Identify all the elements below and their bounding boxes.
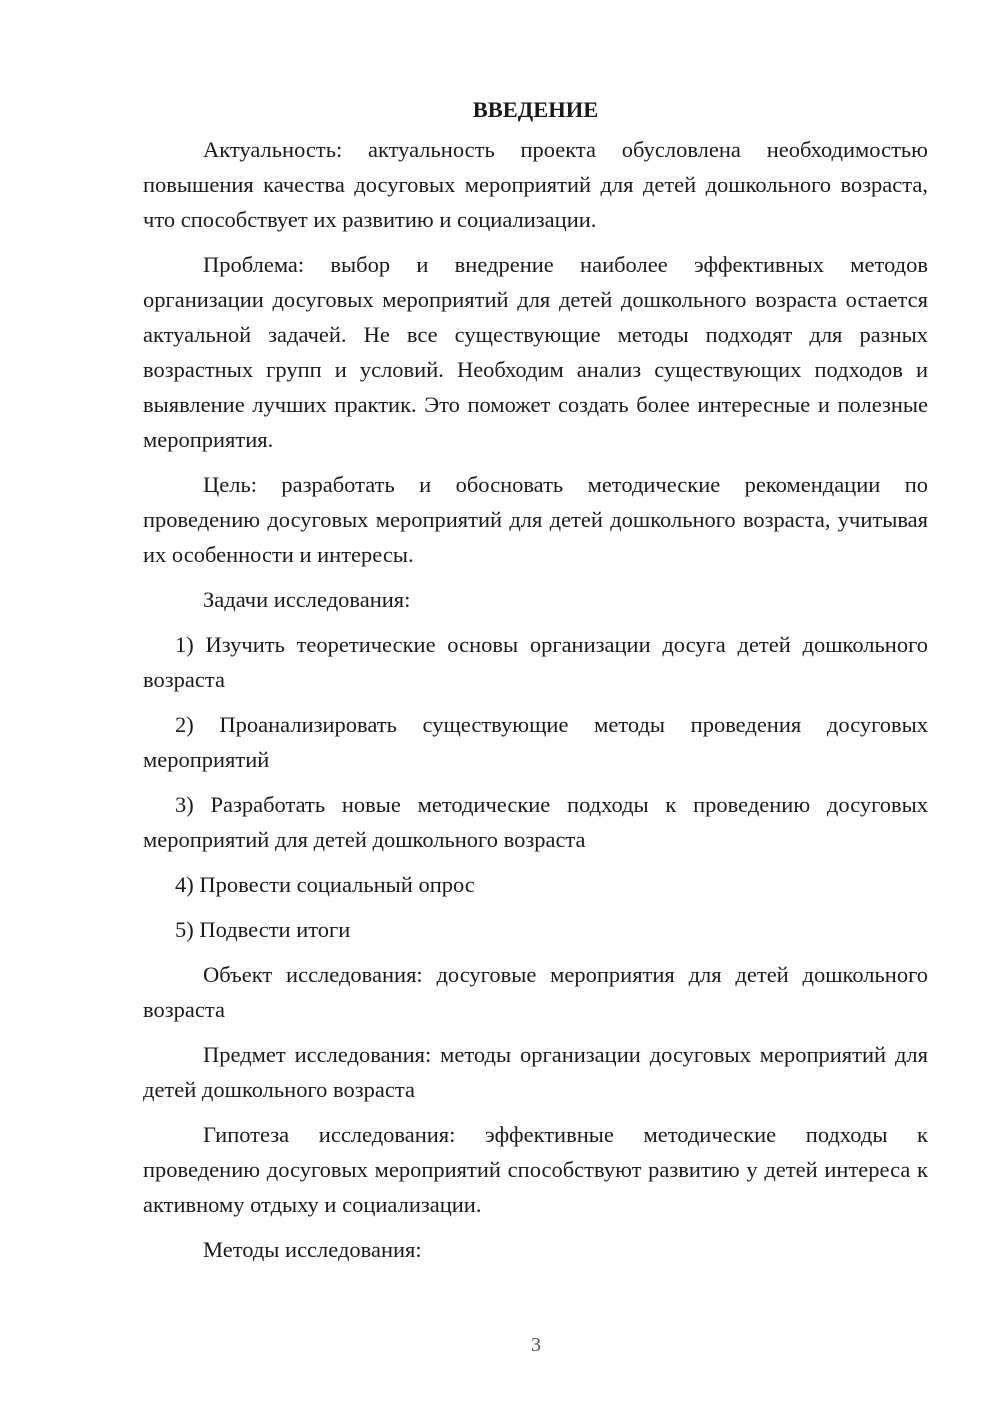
paragraph-relevance: Актуальность: актуальность проекта обусловлена необходимостью повышения качества досуговых мероприятий для детей дошкольного возраста, что способствует их развитию и социализации. (143, 137, 928, 232)
tasks-heading: Задачи исследования: (203, 587, 411, 612)
paragraph-object: Объект исследования: досуговые мероприятия для детей дошкольного возраста (143, 962, 928, 1022)
task-item-5: 5) Подвести итоги (175, 917, 351, 942)
task-item-4: 4) Провести социальный опрос (175, 872, 475, 897)
document-page (143, 92, 928, 1277)
methods-heading: Методы исследования: (203, 1237, 422, 1262)
paragraph-problem: Проблема: выбор и внедрение наиболее эффективных методов организации досуговых мероприятий для детей дошкольного возраста остается актуальной задачей. Не все существующие методы подходят для разных возрастных групп и условий. Необходим анализ существующих подходов и выявление лучших практик. Это поможет создать более интересные и полезные мероприятия. (143, 252, 928, 452)
paragraph-hypothesis: Гипотеза исследования: эффективные методические подходы к проведению досуговых мероприятий способствуют развитию у детей интереса к активному отдыху и социализации. (143, 1122, 928, 1217)
paragraph-subject: Предмет исследования: методы организации досуговых мероприятий для детей дошкольного возраста (143, 1042, 928, 1102)
task-item-2: 2) Проанализировать существующие методы проведения досуговых мероприятий (143, 712, 928, 772)
page-title: ВВЕДЕНИЕ (472, 97, 599, 122)
task-item-1: 1) Изучить теоретические основы организации досуга детей дошкольного возраста (143, 632, 928, 692)
paragraph-goal: Цель: разработать и обосновать методические рекомендации по проведению досуговых мероприятий для детей дошкольного возраста, учитывая их особенности и интересы. (143, 472, 928, 567)
page-number: 3 (531, 1334, 541, 1356)
task-item-3: 3) Разработать новые методические подходы к проведению досуговых мероприятий для детей дошкольного возраста (143, 792, 928, 852)
